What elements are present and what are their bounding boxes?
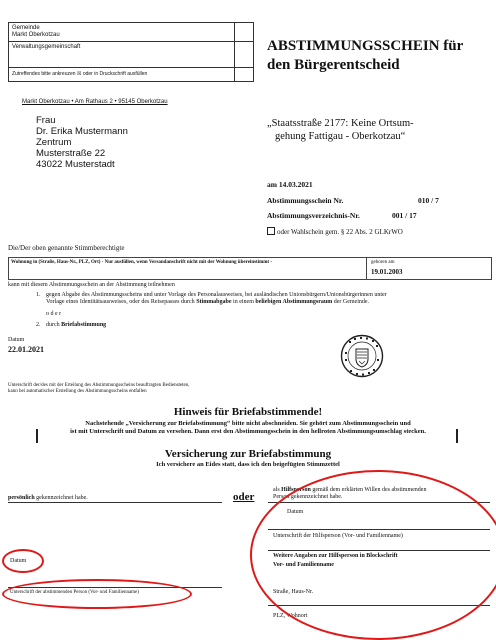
- verzeichnis-nr-value: 001 / 17: [392, 211, 417, 220]
- highlight-helper-circle: [250, 470, 496, 640]
- plz-label: PLZ, Wohnort: [273, 613, 308, 619]
- subject-line-1: „Staatsstraße 2177: Keine Ortsum-: [267, 118, 414, 129]
- right-bold: Hilfsperson: [281, 487, 311, 493]
- right-line-2: Person gekennzeichnet habe.: [273, 494, 343, 500]
- wahlschein-checkbox[interactable]: [267, 227, 275, 235]
- left-rule: [8, 502, 222, 503]
- wahlschein-option: [267, 227, 403, 236]
- vote-date-value: 14.03.2021: [278, 180, 313, 189]
- geboren-label: geboren am: [371, 260, 395, 265]
- document-title: [267, 37, 492, 75]
- ballot-subject: [267, 117, 487, 143]
- option-1-end: der Gemeinde.: [333, 299, 370, 305]
- hilfsperson-signature-label: Unterschrift der Hilfsperson (Vor- und Familienname): [273, 533, 403, 539]
- weitere-angaben-label: Weitere Angaben zur Hilfsperson in Blockschrift: [273, 553, 398, 559]
- hint-text: [46, 420, 450, 436]
- vote-date-label: am: [267, 180, 277, 189]
- right-rest: gemäß dem erklärten Willen des abstimmenden: [312, 487, 427, 493]
- left-text: gekennzeichnet habe.: [36, 495, 88, 501]
- highlight-date-circle: [2, 549, 44, 573]
- vote-date: [267, 180, 313, 189]
- option-1-bold: Stimmabgabe: [196, 299, 232, 305]
- header-rule: [9, 41, 253, 42]
- option-1-line-2-text: Vorlage eines Identitätsausweises, oder des Reisepasses durch: [46, 299, 195, 305]
- voter-intro: Die/Der oben genannte Stimmberechtigte: [8, 244, 125, 252]
- wohnung-label: Wohnung in (Straße, Haus-Nr., PLZ, Ort) - Nur ausfüllen, wenn Versandanschrift nicht mit der Wohnung übereinstimmt -: [11, 260, 273, 265]
- left-statement: [8, 495, 88, 502]
- right-date-label: Datum: [287, 509, 304, 515]
- highlight-signature-circle: [2, 579, 192, 609]
- option-2-text: [46, 322, 106, 329]
- strasse-label: Straße, Haus-Nr.: [273, 589, 314, 595]
- recipient-line: Dr. Erika Mustermann: [36, 126, 128, 137]
- right-pre: als: [273, 487, 280, 493]
- option-1-number: 1.: [36, 292, 41, 298]
- ankreuzen-note: Zutreffendes bitte ankreuzen ☒ oder in Druckschrift ausfüllen: [12, 71, 148, 77]
- wohnung-box: [8, 257, 492, 280]
- option-1-line-2: [46, 299, 490, 306]
- geboren-value: 19.01.2003: [371, 268, 403, 276]
- recipient-line: 43022 Musterstadt: [36, 159, 115, 170]
- option-1-text: [46, 292, 490, 306]
- header-rule: [9, 67, 253, 68]
- issuer-note: [8, 383, 268, 395]
- participation-intro: kann mit diesem Abstimmungsschein an der Abstimmung teilnehmen: [8, 282, 175, 288]
- issuer-note-line-2: kann bei automatischer Erstellung des Abstimmungsscheins entfallen: [8, 389, 147, 394]
- hint-line-2: ist mit Unterschrift und Datum zu versehen. Dann erst den Abstimmungsschein in den hellroten Abstimmungsumschlag stecken.: [70, 428, 426, 435]
- header-divider: [234, 23, 235, 81]
- hint-title: Hinweis für Briefabstimmende!: [173, 406, 323, 418]
- schein-nr-value: 010 / 7: [418, 196, 439, 205]
- oder-separator: o d e r: [46, 311, 62, 317]
- official-seal: [340, 334, 384, 378]
- hint-line-1: Nachstehende „Versicherung zur Briefabstimmung“ bitte nicht abschneiden. Sie gehört zum Abstimmungsschein und: [85, 420, 411, 427]
- versicherung-title: Versicherung zur Briefabstimmung: [164, 448, 332, 460]
- option-1-mid: in einem: [233, 299, 254, 305]
- wohnung-divider: [366, 258, 367, 279]
- issuer-note-line-1: Unterschrift der/des mit der Erteilung des Abstimmungsscheins beauftragten Bediensteten,: [8, 383, 190, 388]
- hint-bar-left: [36, 429, 38, 443]
- sender-line: Markt Oberkotzau • Am Rathaus 2 • 95145 Oberkotzau: [22, 99, 168, 105]
- title-line-2: den Bürgerentscheid: [267, 57, 400, 73]
- header-box: [8, 22, 254, 82]
- option-2-pre: durch: [46, 322, 60, 328]
- vg-label: Verwaltungsgemeinschaft: [12, 44, 81, 50]
- schein-nr-label: Abstimmungsschein Nr.: [267, 196, 344, 205]
- gemeinde-label: Gemeinde: [12, 25, 40, 31]
- seal-icon: [340, 334, 384, 378]
- option-2-number: 2.: [36, 322, 41, 328]
- option-1-line-1: gegen Abgabe des Abstimmungsscheins und unter Vorlage des Personalausweises, bei ausländischen Unionsbürgern/Unionsbürgerinnen unter: [46, 292, 387, 298]
- left-signature-label: Unterschrift der abstimmenden Person (Vor- und Familienname): [10, 590, 139, 595]
- recipient-address: [36, 115, 128, 170]
- verzeichnis-nr-label: Abstimmungsverzeichnis-Nr.: [267, 211, 360, 220]
- left-date-label: Datum: [10, 558, 27, 564]
- versicherung-subtitle: Ich versichere an Eides statt, dass ich den beigefügten Stimmzettel: [156, 461, 340, 468]
- recipient-line: Zentrum: [36, 137, 72, 148]
- hint-bar-right: [456, 429, 458, 443]
- issue-date-value: 22.01.2021: [8, 345, 44, 354]
- subject-line-2: gehung Fattigau - Oberkotzau“: [275, 131, 406, 142]
- option-2-bold: Briefabstimmung: [61, 322, 107, 328]
- recipient-line: Frau: [36, 115, 56, 126]
- gemeinde-value: Markt Oberkotzau: [12, 32, 60, 38]
- oder-label: oder: [233, 491, 255, 503]
- issue-date-label: Datum: [8, 337, 25, 343]
- vorname-label: Vor- und Familienname: [273, 562, 334, 568]
- title-line-1: ABSTIMMUNGSSCHEIN für: [267, 38, 464, 54]
- wahlschein-label: oder Wahlschein gem. § 22 Abs. 2 GLKrWO: [277, 228, 403, 236]
- left-bold: persönlich: [8, 495, 35, 501]
- option-1-bold-2: beliebigen Abstimmungsraum: [255, 299, 333, 305]
- recipient-line: Musterstraße 22: [36, 148, 106, 159]
